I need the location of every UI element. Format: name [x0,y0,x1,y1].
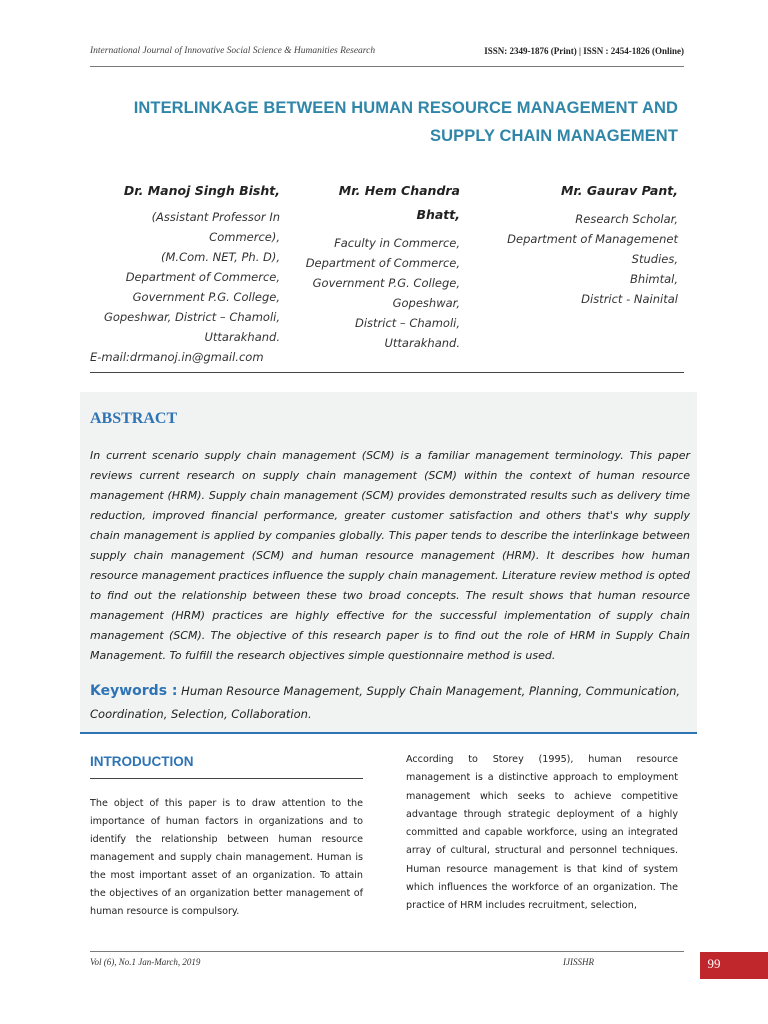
author-1-affiliation-line: Uttarakhand. [204,330,280,344]
author-1-affiliation-line: (Assistant Professor In [151,210,280,224]
author-1-email: E-mail:drmanoj.in@gmail.com [90,350,264,364]
authors-divider [90,372,684,373]
author-1-affiliation-line: (M.Com. NET, Ph. D), [160,250,280,264]
keywords-list: Human Resource Management, Supply Chain Management, Planning, Communication, Coordination, Selection, Collaboration. [90,684,681,721]
keywords [90,680,690,726]
header-divider [90,66,684,67]
author-3-affiliation-line: Studies, [631,252,678,266]
abstract-body: In current scenario supply chain management (SCM) is a familiar management terminology. This paper reviews current research on supply chain management (SCM) within the context of human resource management (HRM). Supply chain management (SCM) provides demonstrated results such as delivery time reduction, improved financial performance, greater customer satisfaction and others that's why supply chain management is applied by companies globally. This paper tends to describe the interlinkage between supply chain management (SCM) and human resource management (HRM). It describes how human resource management practices influence the supply chain management. Literature review method is opted to find out the relationship between these two broad concepts. The result shows that human resource management (HRM) practices are highly effective for the successful implementation of supply chain management (SCM). The objective of this research paper is to find out the role of HRM in Supply Chain Management. To fulfill the research objectives simple questionnaire method is used. [90,449,690,662]
author-1-affiliation-line: Commerce), [209,230,280,244]
paper-title-line-2: SUPPLY CHAIN MANAGEMENT [430,127,678,145]
paper-title-line-1: INTERLINKAGE BETWEEN HUMAN RESOURCE MANAGEMENT AND [133,99,678,117]
author-3 [490,181,678,309]
introduction-divider [90,778,363,779]
abstract-bottom-rule [80,732,697,734]
author-1-name: Dr. Manoj Singh Bisht, [123,183,280,198]
author-2-name-line-2: Bhatt, [416,207,460,222]
introduction-right-column: According to Storey (1995), human resource management is a distinctive approach to employment management which seeks to achieve competitive advantage through strategic deployment of a highly committed and capable workforce, using an integrated array of cultural, structural and personnel techniques. Human resource management is that kind of system which influences the workforce of an organization. The practice of HRM includes recruitment, selection, [406,754,678,912]
keywords-label: Keywords : [90,683,178,699]
footer-volume: Vol (6), No.1 Jan-March, 2019 [90,957,201,967]
journal-name: International Journal of Innovative Social Science & Humanities Research [90,46,376,56]
paper-title [90,94,678,150]
author-1-affiliation-line: Government P.G. College, [132,290,280,304]
footer-journal-abbrev: IJISSHR [563,957,594,967]
footer-divider [90,951,684,952]
author-2-affiliation-line: Gopeshwar, [392,296,460,310]
introduction-heading: INTRODUCTION [90,754,194,769]
author-3-affiliation-line: Department of Managemenet [507,232,678,246]
author-2-affiliation-line: Faculty in Commerce, [334,236,460,250]
running-header [90,44,684,62]
author-2-name-line-1: Mr. Hem Chandra [338,183,460,198]
author-1-affiliation-line: Gopeshwar, District – Chamoli, [103,310,280,324]
author-3-affiliation-line: Bhimtal, [630,272,678,286]
author-1 [90,181,280,367]
introduction-left-column: The object of this paper is to draw attention to the importance of human factors in organizations and to identify the relationship between human resource management and supply chain management. Human is the most important asset of an organization. To attain the objectives of an organization better management of human resource is compulsory. [90,798,363,917]
author-2-affiliation-line: Department of Commerce, [305,256,460,270]
author-2 [300,181,460,353]
author-3-affiliation-line: District - Nainital [581,292,678,306]
issn-info: ISSN: 2349-1876 (Print) | ISSN : 2454-1826 (Online) [484,46,684,56]
author-3-name: Mr. Gaurav Pant, [560,183,678,198]
author-3-affiliation-line: Research Scholar, [575,212,678,226]
abstract-heading: ABSTRACT [90,410,178,427]
author-2-affiliation-line: District – Chamoli, [354,316,460,330]
author-1-affiliation-line: Department of Commerce, [125,270,280,284]
author-2-affiliation-line: Government P.G. College, [312,276,460,290]
author-2-affiliation-line: Uttarakhand. [384,336,460,350]
page-number: 99 [707,956,721,971]
